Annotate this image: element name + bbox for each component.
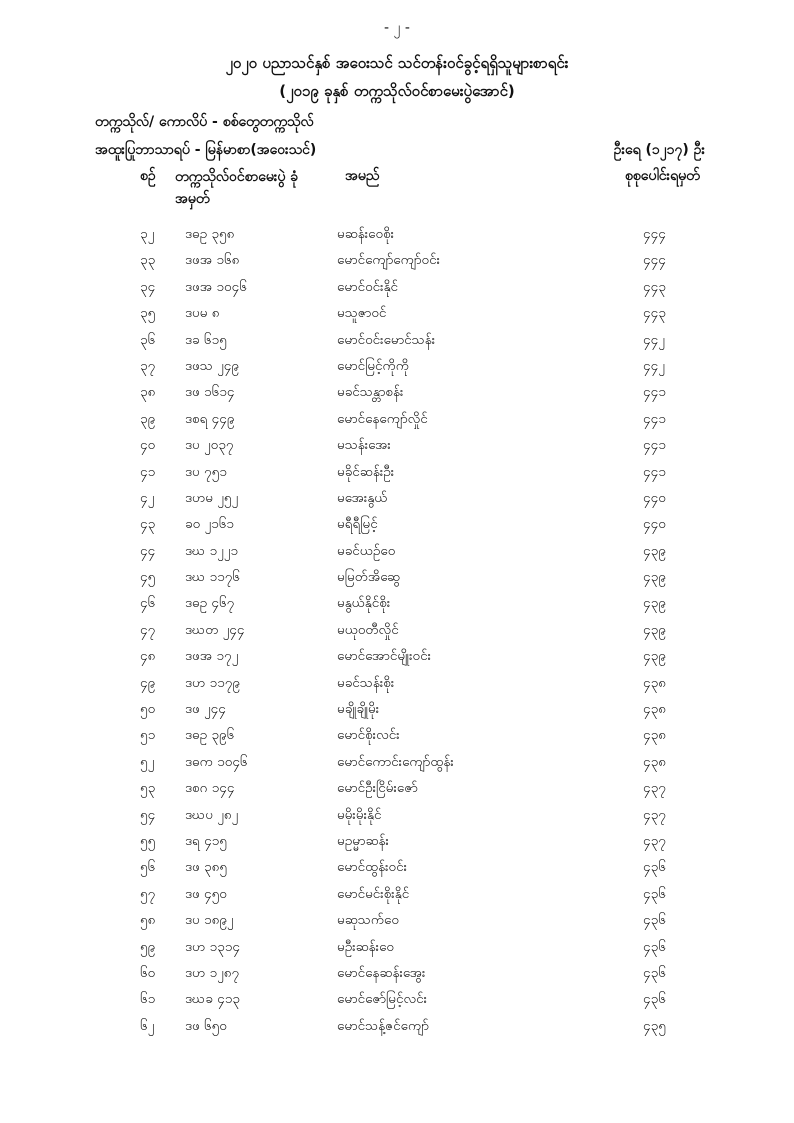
table-row — [0, 276, 794, 302]
row-number: ၄၉ — [140, 674, 156, 691]
row-marks: ၄၃၆ — [643, 912, 666, 929]
row-roll: ဒဃခ ၄၁၃ — [185, 991, 240, 1008]
row-roll: ဒရ ၄၁၅ — [185, 832, 227, 849]
row-number: ၅၀ — [140, 701, 156, 718]
row-name: မမြတ်အိဆွေ — [337, 569, 401, 586]
table-row — [0, 777, 794, 803]
table-row — [0, 962, 794, 988]
table-row — [0, 461, 794, 487]
meta-row — [95, 140, 705, 162]
table-row — [0, 355, 794, 381]
header-name: အမည် — [345, 168, 380, 184]
row-roll: ဒဖအ ၁၇၂ — [185, 648, 239, 665]
table-body — [0, 223, 794, 1041]
table-row — [0, 487, 794, 513]
row-roll: ဒဖ ၄၅၀ — [185, 885, 227, 902]
row-number: ၅၇ — [140, 885, 156, 902]
major-label: အထူးပြုဘာသာရပ် - မြန်မာစာ(အဝေးသင်) — [95, 142, 317, 158]
row-roll: ဒဓဥ ၃၅၈ — [185, 226, 235, 242]
row-marks: ၄၃၈ — [643, 674, 666, 691]
row-marks: ၄၃၆ — [643, 859, 666, 876]
row-name: မနွယ်နိုင်စိုး — [337, 595, 391, 612]
row-name: မခင်သန်းစိုး — [337, 674, 395, 691]
row-marks: ၄၃၆ — [643, 938, 666, 955]
row-roll: ဒဟ ၁၃၁၄ — [185, 938, 240, 955]
row-number: ၄၀ — [140, 437, 156, 454]
row-roll: ဒဟ ၁၁၇၉ — [185, 674, 240, 691]
row-name: မဥမ္မာဆန်း — [337, 832, 389, 849]
table-row — [0, 645, 794, 671]
table-row — [0, 698, 794, 724]
table-row — [0, 619, 794, 645]
row-roll: ဒဖ ၃၈၅ — [185, 859, 227, 876]
table-row — [0, 566, 794, 592]
row-marks: ၄၃၈ — [643, 727, 666, 744]
table-row — [0, 592, 794, 618]
table-row — [0, 223, 794, 249]
row-roll: ဒပ ၇၅၁ — [185, 463, 227, 480]
row-roll: ဒဖအ ၁၆၈ — [185, 252, 240, 269]
row-number: ၄၄ — [140, 542, 156, 559]
row-roll: ဒပ ၁၈၉၂ — [185, 912, 234, 929]
row-name: မသန်းအေး — [337, 437, 391, 454]
table-row — [0, 513, 794, 539]
row-marks: ၄၃၆ — [643, 964, 666, 981]
row-number: ၄၁ — [140, 463, 156, 480]
header-roll: တက္ကသိုလ်ဝင်စာမေးပွဲ ခုံအမှတ် — [175, 169, 299, 207]
row-marks: ၄၄၁ — [643, 463, 666, 480]
table-row — [0, 830, 794, 856]
row-number: ၃၆ — [140, 331, 156, 348]
document-title-subtitle: (၂၀၁၉ ခုနှစ် တက္ကသိုလ်ဝင်စာမေးပွဲအောင်) — [279, 82, 515, 100]
row-roll: ဒဖ ၁၆၁၄ — [185, 384, 235, 401]
table-row — [0, 724, 794, 750]
row-name: မခင်ယဉ်ဝေ — [337, 542, 396, 559]
row-marks: ၄၃၇ — [643, 780, 666, 797]
row-number: ၃၄ — [140, 278, 156, 295]
total-count: ဦးရေ (၁၂၁၇) ဦး — [613, 142, 705, 158]
row-marks: ၄၄၂ — [643, 357, 665, 374]
row-name: မောင်မြင့်ကိုကို — [337, 357, 409, 374]
row-marks: ၄၃၆ — [643, 885, 666, 902]
row-number: ၄၈ — [140, 648, 156, 665]
row-number: ၅၈ — [140, 912, 156, 929]
row-marks: ၄၄၀ — [643, 516, 666, 533]
row-number: ၄၅ — [140, 569, 156, 586]
row-name: မောင်ကျော်ကျော်ဝင်း — [337, 252, 441, 269]
row-name: မချိုချိုမိုး — [337, 701, 380, 718]
row-marks: ၄၄၁ — [643, 410, 666, 427]
row-roll: ဒဖသ ၂၄၉ — [185, 357, 239, 374]
row-marks: ၄၄၁ — [643, 437, 666, 454]
table-row — [0, 249, 794, 275]
row-name: မောင်ကောင်းကျော်ထွန်း — [337, 753, 454, 770]
row-marks: ၄၃၉ — [643, 595, 666, 612]
row-marks: ၄၄၃ — [643, 278, 666, 295]
row-number: ၅၁ — [140, 727, 156, 744]
row-name: မောင်အောင်မျိုးဝင်း — [337, 648, 432, 665]
row-name: မခိုင်ဆန်းဦး — [337, 463, 395, 480]
row-marks: ၄၄၂ — [643, 331, 665, 348]
row-number: ၄၃ — [140, 516, 156, 533]
row-roll: ဒဟ ၁၂၈၇ — [185, 964, 240, 981]
row-name: မအေးနွယ် — [337, 489, 388, 506]
table-row — [0, 381, 794, 407]
table-row — [0, 988, 794, 1014]
row-name: မဦးဆန်းဝေ — [337, 938, 395, 955]
table-row — [0, 408, 794, 434]
row-number: ၅၆ — [140, 859, 156, 876]
row-roll: ဒဃ ၁၁၇၆ — [185, 569, 240, 586]
row-roll: ဒခ ၆၁၅ — [185, 331, 227, 348]
row-name: မောင်စိုးလင်း — [337, 727, 400, 744]
row-marks: ၄၃၉ — [643, 542, 666, 559]
row-marks: ၄၃၉ — [643, 569, 666, 586]
row-roll: ဒဓဥ ၄၆၇ — [185, 595, 235, 612]
row-roll: ဒဖအ ၁၀၄၆ — [185, 278, 247, 295]
row-number: ၃၉ — [140, 410, 156, 427]
row-number: ၃၅ — [140, 305, 156, 322]
table-header — [0, 166, 794, 214]
row-number: ၆၂ — [140, 1017, 155, 1034]
row-roll: ဒဃတ ၂၄၄ — [185, 621, 245, 638]
row-name: မောင်မင်းစိုးနိုင် — [337, 885, 410, 902]
row-number: ၅၂ — [140, 753, 155, 770]
table-row — [0, 804, 794, 830]
row-roll: ဒပ ၂၀၃၇ — [185, 437, 234, 454]
row-marks: ၄၃၆ — [643, 991, 666, 1008]
header-no: စဉ် — [140, 168, 156, 184]
row-name: မောင်သန့်ဇင်ကျော် — [337, 1017, 429, 1034]
row-name: မောင်ဦးငြိမ်းဇော် — [337, 780, 418, 797]
document-title: ၂၀၂၀ ပညာသင်နှစ် အဝေးသင် သင်တန်းဝင်ခွင့်ရရှိသူများစာရင်း — [225, 54, 569, 72]
row-number: ၃၈ — [140, 384, 156, 401]
row-marks: ၄၃၅ — [643, 1017, 666, 1034]
table-row — [0, 751, 794, 777]
row-roll: ဒဃပ ၂၈၂ — [185, 806, 239, 823]
row-number: ၃၇ — [140, 357, 156, 374]
row-marks: ၄၄၄ — [643, 252, 666, 269]
row-roll: ခဝ ၂၁၆၁ — [185, 516, 234, 533]
row-roll: ဒပမ ၈ — [185, 305, 220, 322]
row-marks: ၄၄၃ — [643, 305, 666, 322]
row-name: မောင်ထွန်းဝင်း — [337, 859, 408, 876]
row-name: မောင်နေဆန်းအွေး — [337, 964, 426, 981]
row-marks: ၄၃၇ — [643, 806, 666, 823]
row-number: ၄၇ — [140, 621, 156, 638]
row-number: ၃၃ — [140, 252, 156, 269]
row-roll: ဒဓက ၁၀၄၆ — [185, 753, 248, 770]
row-marks: ၄၃၇ — [643, 832, 666, 849]
row-marks: ၄၃၉ — [643, 648, 666, 665]
table-row — [0, 936, 794, 962]
row-name: မောင်ဇော်မြင့်လင်း — [337, 991, 428, 1008]
row-marks: ၄၄၄ — [643, 226, 666, 242]
table-row — [0, 302, 794, 328]
table-row — [0, 1015, 794, 1041]
row-name: မရီရီမြင့် — [337, 516, 378, 533]
table-row — [0, 434, 794, 460]
row-marks: ၄၃၈ — [643, 753, 666, 770]
row-number: ၃၂ — [140, 226, 155, 242]
header-marks: စုစုပေါင်းရမှတ် — [625, 168, 700, 184]
row-marks: ၄၄၀ — [643, 489, 666, 506]
row-number: ၅၅ — [140, 832, 156, 849]
row-roll: ဒဃ ၁၂၂၁ — [185, 542, 238, 559]
row-roll: ဒစဂ ၁၄၄ — [185, 780, 235, 797]
row-name: မသူဇာဝင် — [337, 305, 387, 322]
row-number: ၄၆ — [140, 595, 156, 612]
table-row — [0, 909, 794, 935]
row-number: ၅၉ — [140, 938, 156, 955]
row-marks: ၄၃၉ — [643, 621, 666, 638]
table-row — [0, 540, 794, 566]
table-row — [0, 856, 794, 882]
row-name: မမိုးမိုးနိုင် — [337, 806, 382, 823]
row-number: ၆၁ — [140, 991, 156, 1008]
row-marks: ၄၄၁ — [643, 384, 666, 401]
row-roll: ဒဖ ၂၄၄ — [185, 701, 226, 718]
table-row — [0, 329, 794, 355]
row-roll: ဒဟမ ၂၅၂ — [185, 489, 239, 506]
row-number: ၅၃ — [140, 780, 156, 797]
university-line: တက္ကသိုလ်/ ကောလိပ် - စစ်တွေတက္ကသိုလ် — [95, 114, 314, 130]
row-number: ၄၂ — [140, 489, 155, 506]
table-row — [0, 672, 794, 698]
row-name: မောင်ဝင်းမောင်သန်း — [337, 331, 436, 348]
row-number: ၅၄ — [140, 806, 156, 823]
row-name: မဆန်းဝေစိုး — [337, 226, 395, 242]
row-marks: ၄၃၈ — [643, 701, 666, 718]
table-row — [0, 883, 794, 909]
row-roll: ဒဓဥ ၃၉၆ — [185, 727, 235, 744]
row-name: မယုဝတီလှိုင် — [337, 621, 399, 638]
row-roll: ဒဖ ၆၅၀ — [185, 1017, 227, 1034]
row-name: မဆုသက်ဝေ — [337, 912, 399, 929]
row-roll: ဒစရ ၄၄၉ — [185, 410, 235, 427]
page-number: - ၂ - — [384, 20, 410, 36]
row-name: မောင်ဝင်းနိုင် — [337, 278, 399, 295]
row-name: မခင်သန္တာစန်း — [337, 384, 404, 401]
row-name: မောင်နေကျော်လှိုင် — [337, 410, 428, 427]
row-number: ၆၀ — [140, 964, 156, 981]
